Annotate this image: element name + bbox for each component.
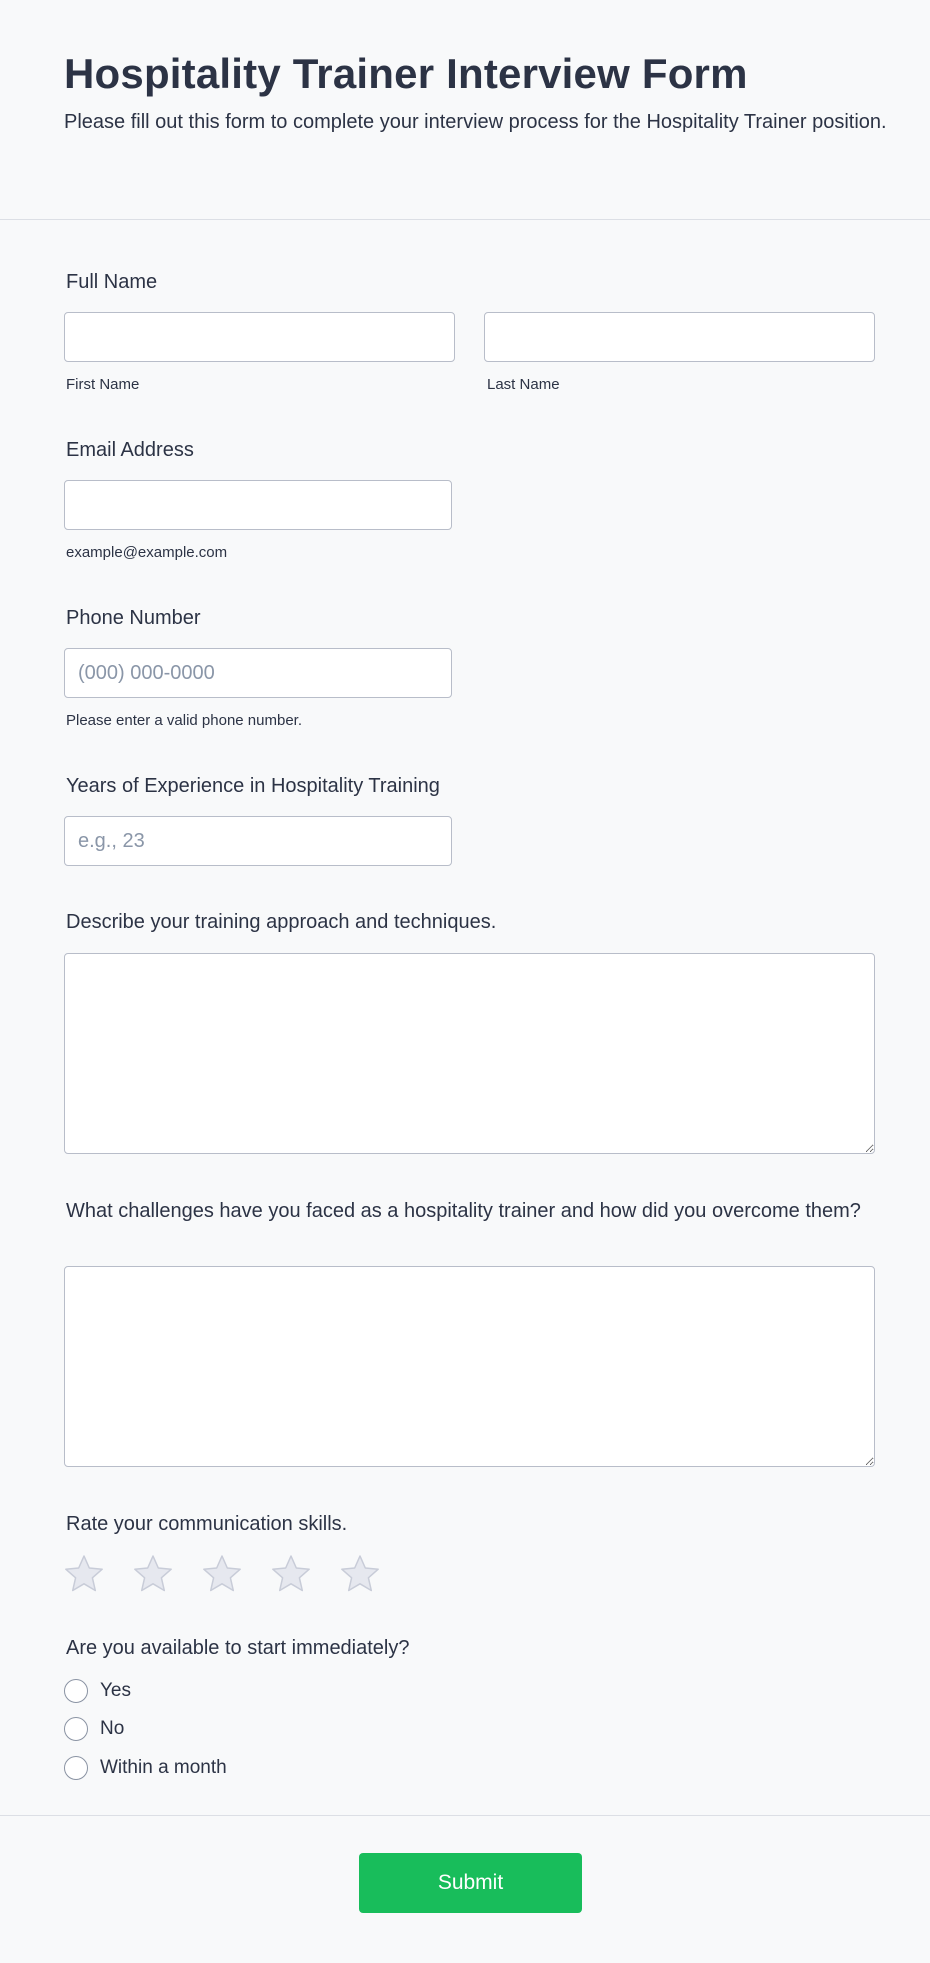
radio-button[interactable] bbox=[64, 1679, 88, 1703]
experience-input[interactable] bbox=[64, 816, 452, 866]
full-name-label: Full Name bbox=[66, 271, 158, 293]
challenges-textarea[interactable] bbox=[64, 1266, 875, 1467]
radio-button[interactable] bbox=[64, 1756, 88, 1780]
star-icon[interactable] bbox=[201, 1553, 243, 1595]
rating-label: Rate your communication skills. bbox=[66, 1513, 348, 1535]
page-subtitle: Please fill out this form to complete your interview process for the Hospitality Trainer position. bbox=[64, 111, 887, 133]
radio-label: Yes bbox=[100, 1680, 131, 1701]
email-label: Email Address bbox=[66, 439, 194, 461]
page-title: Hospitality Trainer Interview Form bbox=[64, 50, 748, 97]
star-icon[interactable] bbox=[132, 1553, 174, 1595]
approach-label: Describe your training approach and techniques. bbox=[66, 911, 497, 933]
submit-button[interactable]: Submit bbox=[359, 1853, 582, 1913]
experience-label: Years of Experience in Hospitality Training bbox=[66, 775, 440, 797]
first-name-sublabel: First Name bbox=[66, 376, 140, 393]
last-name-sublabel: Last Name bbox=[487, 376, 560, 393]
phone-input[interactable] bbox=[64, 648, 452, 698]
radio-label: Within a month bbox=[100, 1757, 227, 1778]
challenges-label: What challenges have you faced as a hospitality trainer and how did you overcome them? bbox=[66, 1200, 861, 1222]
first-name-input[interactable] bbox=[64, 312, 455, 362]
footer-divider bbox=[0, 1815, 930, 1816]
star-icon[interactable] bbox=[63, 1553, 105, 1595]
radio-option-no[interactable] bbox=[64, 1717, 124, 1741]
radio-label: No bbox=[100, 1718, 125, 1739]
star-rating bbox=[63, 1553, 408, 1595]
star-icon[interactable] bbox=[270, 1553, 312, 1595]
form-header bbox=[0, 0, 930, 220]
email-sublabel: example@example.com bbox=[66, 544, 228, 561]
email-input[interactable] bbox=[64, 480, 452, 530]
last-name-input[interactable] bbox=[484, 312, 875, 362]
star-icon[interactable] bbox=[339, 1553, 381, 1595]
availability-label: Are you available to start immediately? bbox=[66, 1637, 410, 1659]
phone-sublabel: Please enter a valid phone number. bbox=[66, 712, 302, 729]
radio-option-yes[interactable] bbox=[64, 1679, 131, 1703]
phone-label: Phone Number bbox=[66, 607, 201, 629]
radio-option-within-a-month[interactable] bbox=[64, 1756, 227, 1780]
approach-textarea[interactable] bbox=[64, 953, 875, 1154]
radio-button[interactable] bbox=[64, 1717, 88, 1741]
